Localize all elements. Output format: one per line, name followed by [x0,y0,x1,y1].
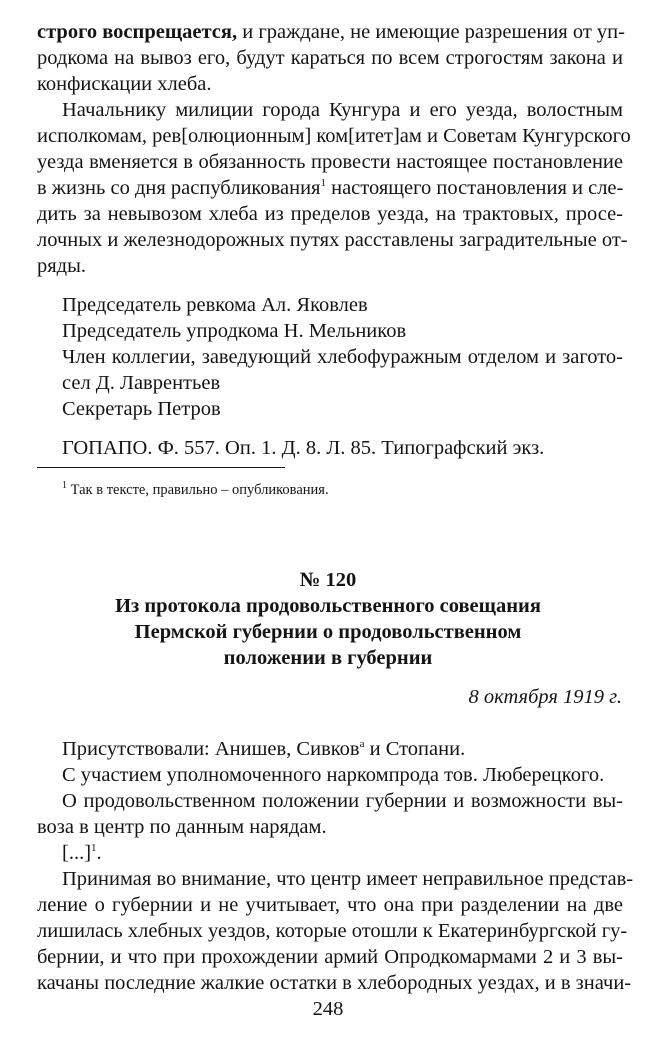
signature-line: Председатель ревкома Ал. Яковлев [62,294,368,316]
signature-line: Председатель упродкома Н. Мельников [62,320,407,342]
document-number: № 120 [299,569,357,591]
text-span: в жизнь со дня распубликования [37,177,321,199]
page-number: 248 [312,998,344,1020]
footnote-text: Так в тексте, правильно – опубликования. [67,482,329,498]
text-span: и граждане, не имеющие разрешения от уп- [237,21,625,43]
text-line [37,175,623,201]
footnote-marker: 1 [91,842,97,854]
text-span: и Стопани. [364,738,466,760]
text-line: О продовольственном положении губернии и возможности вы- [62,790,623,812]
document-title-line: Из протокола продовольственного совещания [115,595,541,617]
text-line [62,736,623,762]
note-marker: а [359,738,365,750]
bold-phrase: строго воспрещается, [37,21,238,43]
text-line: родкома на вывоз его, будут караться по всем строгостям закона и [37,47,623,69]
text-line: конфискации хлеба. [37,73,212,95]
signature-line: сел Д. Лаврентьев [62,372,221,394]
document-title-line: положении в губернии [223,647,433,669]
text-line: дить за невывозом хлеба из пределов уезда, на трактовых, просе- [37,203,623,225]
text-line: С участием уполномоченного наркомпрода тов. Люберецкого. [62,764,605,786]
text-span: . [96,842,102,864]
text-line: ление о губернии и не учитывает, что она при разделении на две [37,894,623,916]
signature-line: Член коллегии, заведующий хлебофуражным отделом и загото- [62,346,623,368]
text-line: бернии, и что при прохождении армий Опродкомармами 2 и 3 вы- [37,946,623,968]
footnote-divider [37,467,285,468]
archive-reference: ГОПАПО. Ф. 557. Оп. 1. Д. 8. Л. 85. Типографский экз. [62,437,545,459]
text-line [37,19,623,45]
signature-line: Секретарь Петров [62,398,221,420]
text-line: лишилась хлебных уездов, которые отошли к Екатеринбургской гу- [37,920,628,942]
text-line: качаны последние жалкие остатки в хлебородных уездах, и в значи- [37,972,632,994]
text-line: исполкомам, рев[олюционным] ком[итет]ам и Советам Кунгурского [37,125,631,147]
footnote [62,480,329,500]
text-span: Присутствовали: Анишев, Сивков [62,738,360,760]
text-line: уезда вменяется в обязанность провести настоящее постановление [37,151,623,173]
document-title-line: Пермской губернии о продовольственном [134,621,522,643]
text-line: ряды. [37,255,87,277]
text-line [62,840,623,866]
text-line: лочных и железнодорожных путях расставлены заградительные от- [37,229,628,251]
footnote-marker: 1 [62,480,67,491]
text-line: воза в центр по данным нарядам. [37,816,327,838]
omission-mark: [...] [62,842,92,864]
document-date: 8 октября 1919 г. [468,686,622,708]
footnote-marker: 1 [320,177,326,189]
text-span: настоящего постановления и сле- [325,177,624,199]
text-line: Принимая во внимание, что центр имеет неправильное представ- [62,868,634,890]
text-line: Начальнику милиции города Кунгура и его уезда, волостным [62,99,623,121]
